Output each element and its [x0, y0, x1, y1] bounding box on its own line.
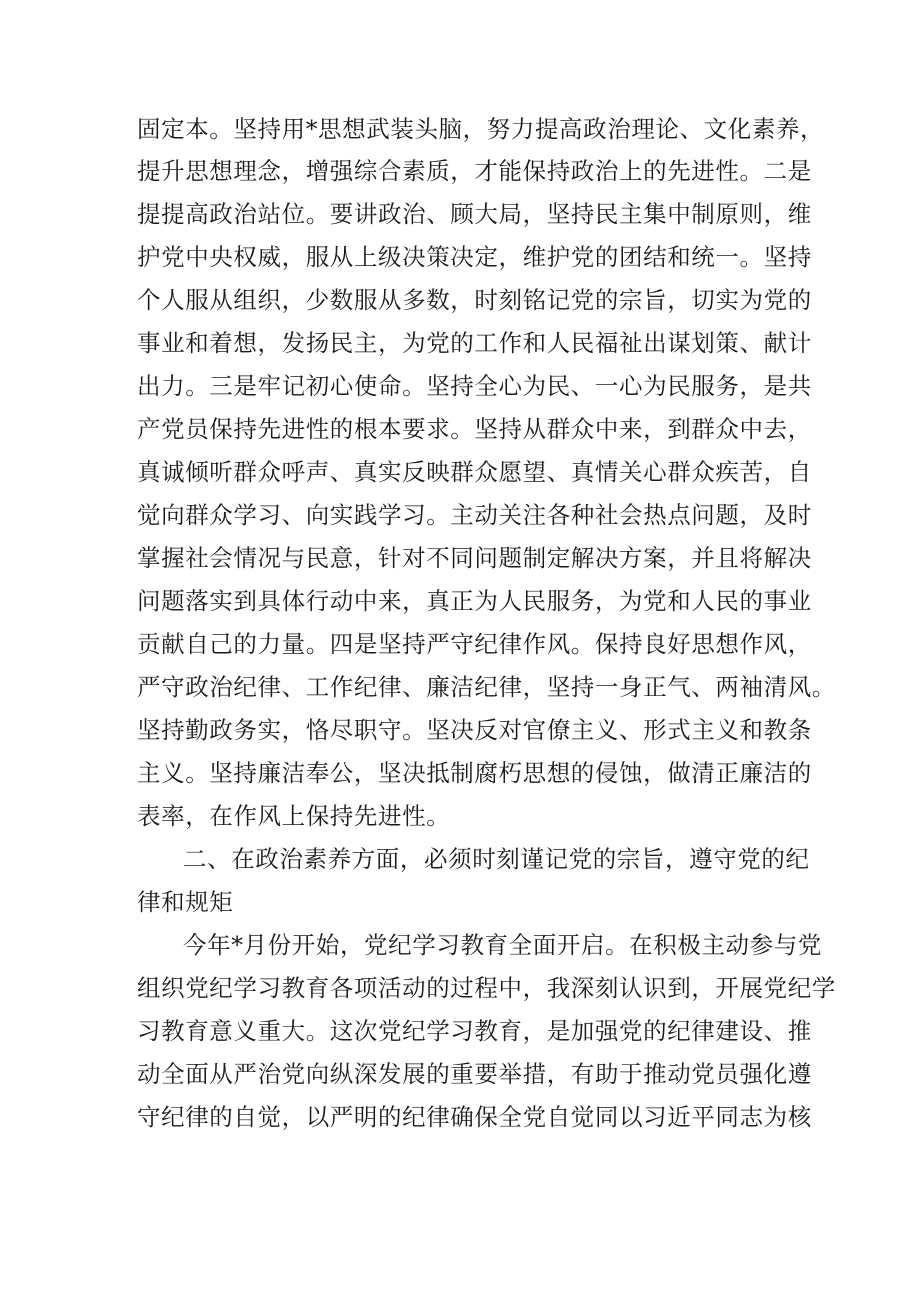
body-text-line: 严守政治纪律、工作纪律、廉洁纪律，坚持一身正气、两袖清风。: [137, 673, 836, 701]
body-text-line: 事业和着想，发扬民主，为党的工作和人民福祉出谋划策、献计: [137, 329, 812, 357]
body-text-line: 产党员保持先进性的根本要求。坚持从群众中来，到群众中去，: [137, 415, 812, 443]
body-text-line: 组织党纪学习教育各项活动的过程中，我深刻认识到，开展党纪学: [137, 974, 836, 1002]
body-text-line: 问题落实到具体行动中来，真正为人民服务，为党和人民的事业: [137, 587, 812, 615]
body-text-line: 真诚倾听群众呼声、真实反映群众愿望、真情关心群众疾苦，自: [137, 458, 812, 486]
body-text-line: 护党中央权威，服从上级决策决定，维护党的团结和统一。坚持: [137, 243, 812, 271]
body-text-line: 动全面从严治党向纵深发展的重要举措，有助于推动党员强化遵: [137, 1060, 812, 1088]
body-text-line: 守纪律的自觉，以严明的纪律确保全党自觉同以习近平同志为核: [137, 1103, 812, 1131]
body-text-line: 提升思想理念，增强综合素质，才能保持政治上的先进性。二是: [137, 157, 812, 185]
body-text-line: 个人服从组织，少数服从多数，时刻铭记党的宗旨，切实为党的: [137, 286, 812, 314]
body-text-line: 觉向群众学习、向实践学习。主动关注各种社会热点问题，及时: [137, 501, 812, 529]
body-text-line: 表率，在作风上保持先进性。: [137, 802, 451, 830]
body-text-line: 主义。坚持廉洁奉公，坚决抵制腐朽思想的侵蚀，做清正廉洁的: [137, 759, 812, 787]
body-text-line: 今年*月份开始，党纪学习教育全面开启。在积极主动参与党: [183, 931, 822, 959]
body-text-line: 固定本。坚持用*思想武装头脑，努力提高政治理论、文化素养，: [137, 115, 825, 143]
body-text-line: 坚持勤政务实，恪尽职守。坚决反对官僚主义、形式主义和教条: [137, 716, 812, 744]
body-text-line: 习教育意义重大。这次党纪学习教育，是加强党的纪律建设、推: [137, 1017, 812, 1045]
body-text-line: 贡献自己的力量。四是坚持严守纪律作风。保持良好思想作风，: [137, 630, 812, 658]
body-text-line: 提提高政治站位。要讲政治、顾大局，坚持民主集中制原则，维: [137, 200, 812, 228]
body-text-line: 出力。三是牢记初心使命。坚持全心为民、一心为民服务，是共: [137, 372, 812, 400]
section-heading-line: 二、在政治素养方面，必须时刻谨记党的宗旨，遵守党的纪: [183, 845, 810, 873]
section-heading-line: 律和规矩: [137, 888, 234, 916]
body-text-line: 掌握社会情况与民意，针对不同问题制定解决方案，并且将解决: [137, 544, 812, 572]
